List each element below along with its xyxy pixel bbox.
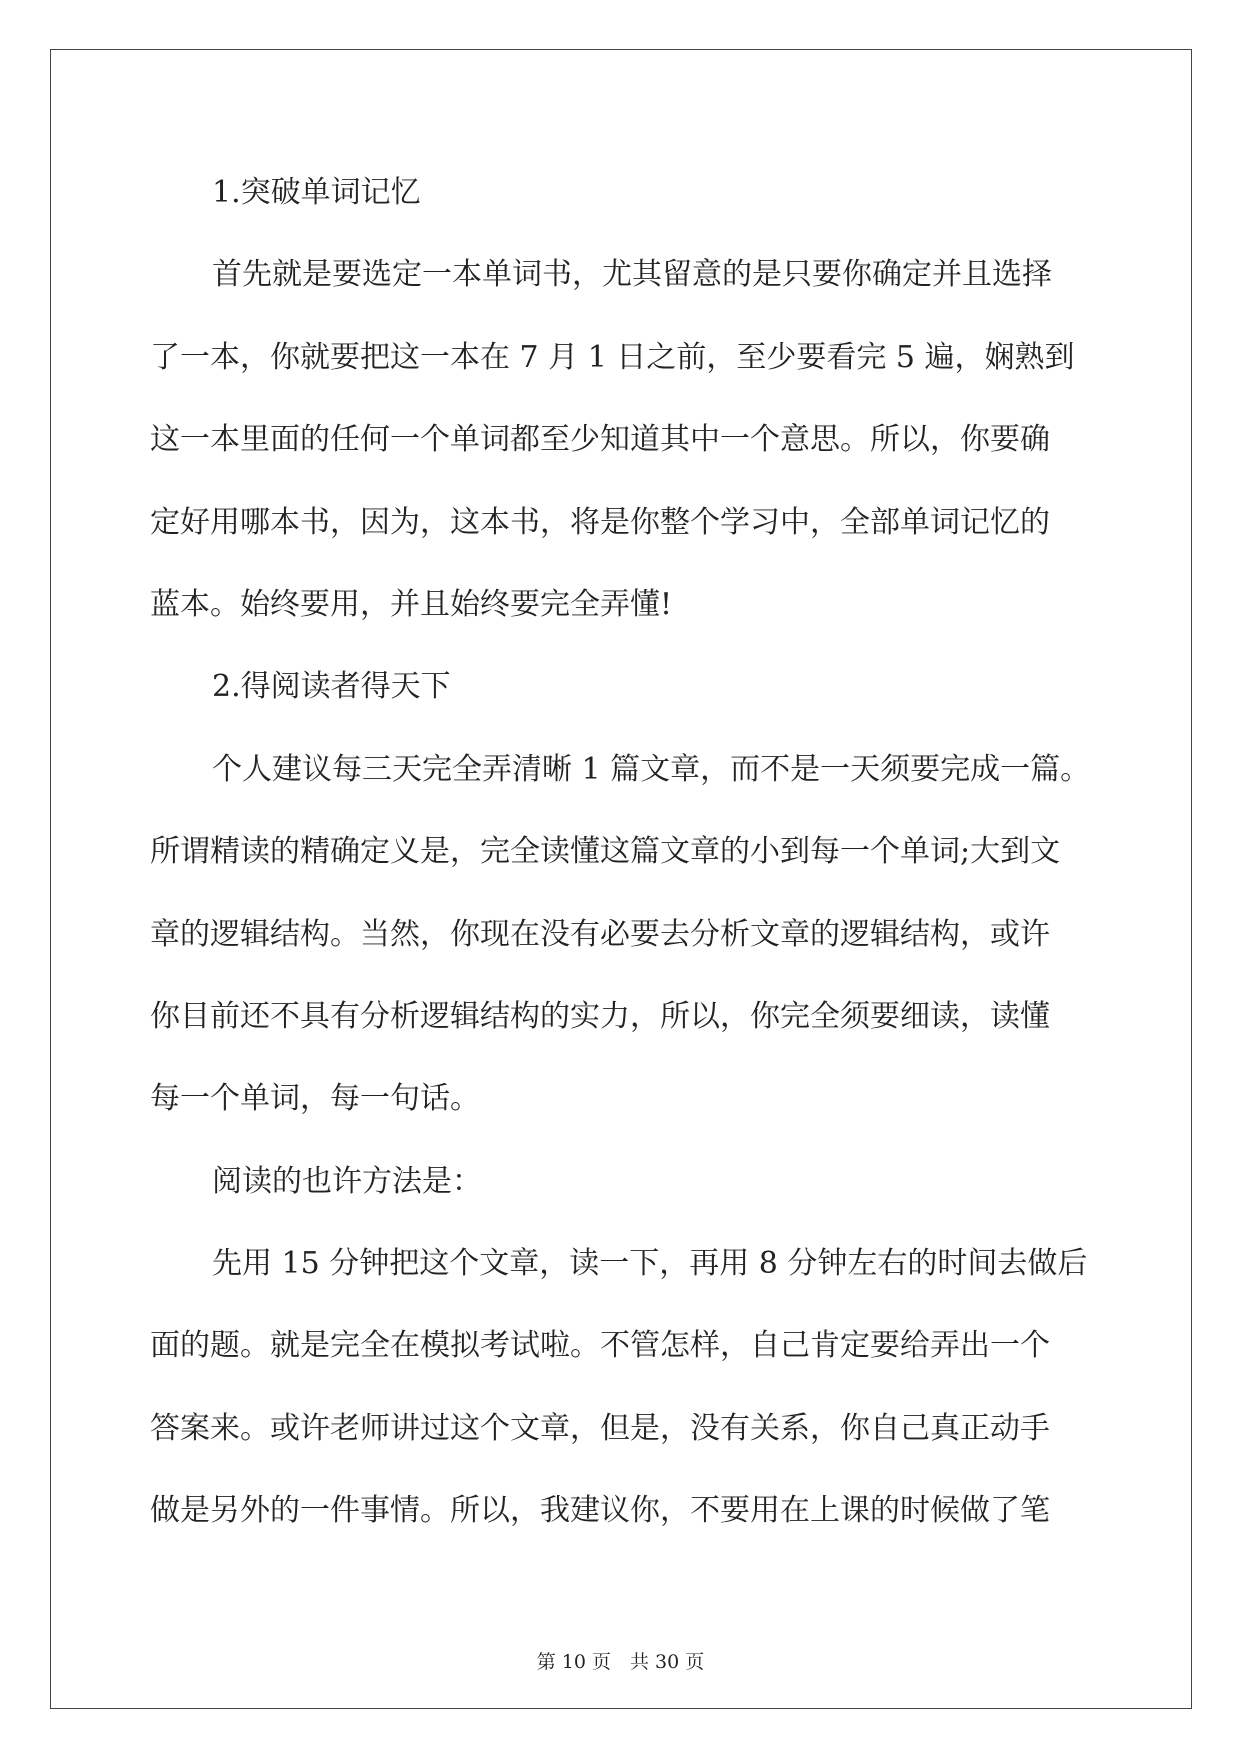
document-body (150, 163, 1090, 1564)
paragraph-line: 阅读的也许方法是： (212, 1163, 482, 1199)
paragraph-line: 面的题。就是完全在模拟考试啦。不管怎样，自己肯定要给弄出一个 (150, 1328, 1050, 1364)
paragraph-line: 先用 15 分钟把这个文章，读一下，再用 8 分钟左右的时间去做后 (212, 1246, 1088, 1282)
paragraph-line: 首先就是要选定一本单词书，尤其留意的是只要你确定并且选择 (212, 257, 1052, 293)
paragraph-line: 章的逻辑结构。当然，你现在没有必要去分析文章的逻辑结构，或许 (150, 916, 1050, 952)
paragraph-line: 这一本里面的任何一个单词都至少知道其中一个意思。所以，你要确 (150, 422, 1050, 458)
paragraph-line: 所谓精读的精确定义是，完全读懂这篇文章的小到每一个单词;大到文 (150, 834, 1061, 870)
heading-line-1: 1.突破单词记忆 (212, 175, 421, 210)
paragraph-line: 了一本，你就要把这一本在 7 月 1 日之前，至少要看完 5 遍，娴熟到 (150, 339, 1075, 375)
heading-line-2: 2.得阅读者得天下 (212, 669, 451, 705)
paragraph-line: 每一个单词，每一句话。 (150, 1081, 480, 1117)
paragraph-line: 做是另外的一件事情。所以，我建议你，不要用在上课的时候做了笔 (150, 1493, 1050, 1529)
paragraph-line: 个人建议每三天完全弄清晰 1 篇文章，而不是一天须要完成一篇。 (212, 751, 1091, 787)
paragraph-line: 答案来。或许老师讲过这个文章，但是，没有关系，你自己真正动手 (150, 1410, 1050, 1446)
paragraph-line: 蓝本。始终要用，并且始终要完全弄懂! (150, 586, 673, 622)
paragraph-line: 定好用哪本书，因为，这本书，将是你整个学习中，全部单词记忆的 (150, 504, 1050, 540)
paragraph-line: 你目前还不具有分析逻辑结构的实力，所以，你完全须要细读，读懂 (150, 998, 1050, 1034)
page-number-footer: 第 10 页 共 30 页 (536, 1651, 705, 1673)
